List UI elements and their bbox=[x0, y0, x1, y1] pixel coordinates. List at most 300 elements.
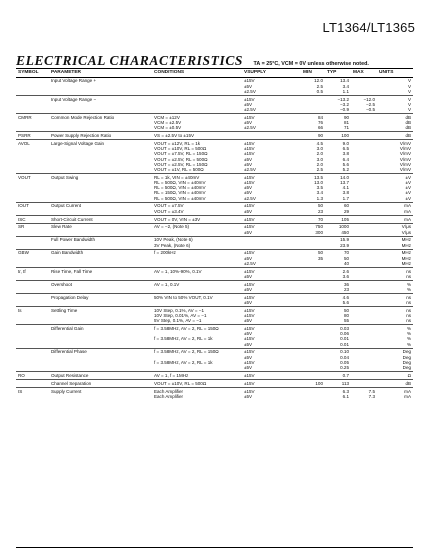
cell-units-line: mA bbox=[404, 216, 411, 222]
cell-typ-line: 13.7 bbox=[340, 180, 349, 185]
cell-min bbox=[301, 280, 325, 293]
cell-conditions-line: 50% VIN to 50% VOUT, 0.1V bbox=[154, 294, 213, 300]
cell-conditions-line: AV = 1, 10%-90%, 0.1V bbox=[154, 268, 202, 274]
cell-units-line: mA bbox=[404, 208, 411, 214]
cell-conditions-line: 3V Peak, (Note 6) bbox=[154, 242, 191, 248]
cell-units-line: dB bbox=[405, 120, 411, 126]
cell-vsupply bbox=[242, 379, 301, 387]
cell-max bbox=[351, 267, 377, 280]
cell-typ-line: 3.6 bbox=[342, 273, 349, 279]
cell-typ-line: 0.06 bbox=[340, 331, 349, 337]
cell-units-line: Ω bbox=[407, 372, 411, 378]
cell-vsupply bbox=[242, 280, 301, 293]
cell-max-line: −12.0 bbox=[363, 96, 375, 102]
cell-min bbox=[301, 223, 325, 236]
cell-conditions bbox=[152, 140, 242, 174]
cell-symbol: PSRR bbox=[16, 132, 49, 140]
cell-typ-line: 50 bbox=[343, 255, 349, 261]
cell-conditions-line: VOUT = 0V, VIN = ±3V bbox=[154, 216, 201, 222]
cell-conditions bbox=[152, 114, 242, 132]
table-body bbox=[16, 77, 413, 400]
cell-typ-line: 71 bbox=[343, 125, 349, 131]
cell-conditions-line: 10V Step, 0.1%, AV = −1 bbox=[154, 307, 204, 313]
cell-conditions-line: VOUT = ±3.4V bbox=[154, 208, 184, 214]
table-row bbox=[16, 132, 413, 140]
cell-conditions-line: f = 3.58MHz, AV = 2, RL = 1k bbox=[154, 336, 213, 342]
cell-max bbox=[351, 372, 377, 380]
cell-parameter: Gain Bandwidth bbox=[49, 249, 152, 267]
cell-typ bbox=[325, 215, 351, 223]
cell-symbol: SR bbox=[16, 223, 49, 236]
cell-typ bbox=[325, 387, 351, 400]
cell-conditions-line: f = 3.58MHz, AV = 2, RL = 150Ω bbox=[154, 349, 219, 355]
cell-vsupply-line: ±15V bbox=[244, 312, 255, 318]
cell-min bbox=[301, 325, 325, 348]
cell-symbol bbox=[16, 379, 49, 387]
cell-vsupply-line: ±5V bbox=[244, 286, 253, 292]
cell-vsupply-line: ±15V bbox=[244, 281, 255, 287]
cell-vsupply-line: ±15V bbox=[244, 114, 255, 120]
cell-parameter: Input Voltage Range − bbox=[49, 95, 152, 113]
cell-vsupply-line: ±5V bbox=[244, 331, 253, 337]
cell-conditions-line: VOUT = ±7.5V bbox=[154, 203, 184, 209]
cell-typ-line: 6.5 bbox=[342, 146, 349, 152]
cell-vsupply-line: ±2.5V bbox=[244, 260, 256, 266]
cell-conditions bbox=[152, 236, 242, 249]
cell-parameter: Differential Gain bbox=[49, 325, 152, 348]
cell-units bbox=[377, 173, 413, 202]
cell-min-line: 2.0 bbox=[316, 151, 323, 157]
cell-min-line: 3.4 bbox=[316, 190, 323, 196]
cell-conditions bbox=[152, 387, 242, 400]
cell-min-line: 2.5 bbox=[316, 83, 323, 89]
cell-conditions-line: f = 200kHz bbox=[154, 250, 176, 256]
cell-conditions-line: VOUT = ±7.5V, RL = 150Ω bbox=[154, 151, 208, 157]
cell-vsupply bbox=[242, 202, 301, 215]
table-row bbox=[16, 95, 413, 113]
table-row bbox=[16, 325, 413, 348]
table-row bbox=[16, 140, 413, 174]
cell-vsupply-line: ±15V bbox=[244, 140, 255, 146]
cell-vsupply-line: ±5V bbox=[244, 365, 253, 371]
cell-typ bbox=[325, 95, 351, 113]
cell-conditions-line: VOUT = ±2.5V, RL = 500Ω bbox=[154, 156, 208, 162]
cell-typ-line: 5.6 bbox=[342, 161, 349, 167]
cell-vsupply-line: ±5V bbox=[244, 161, 253, 167]
cell-vsupply bbox=[242, 132, 301, 140]
cell-units-line: dB bbox=[405, 125, 411, 131]
cell-typ-line: 70 bbox=[343, 250, 349, 256]
table-row bbox=[16, 236, 413, 249]
cell-parameter: Differential Phase bbox=[49, 348, 152, 371]
cell-max bbox=[351, 387, 377, 400]
cell-conditions bbox=[152, 293, 242, 306]
cell-min bbox=[301, 95, 325, 113]
cell-typ-line: 450 bbox=[341, 229, 349, 235]
cell-min-line: 3.5 bbox=[316, 185, 323, 191]
cell-vsupply-line: ±2.5V bbox=[244, 88, 256, 94]
cell-min-line: 2.0 bbox=[316, 161, 323, 167]
cell-min-line: 66 bbox=[317, 125, 323, 131]
cell-min-line: 13.0 bbox=[314, 180, 323, 185]
cell-vsupply-line: ±15V bbox=[244, 146, 255, 152]
bottom-rule bbox=[16, 547, 413, 548]
cell-symbol bbox=[16, 348, 49, 371]
cell-typ-line: 1.1 bbox=[342, 88, 349, 94]
cell-min bbox=[301, 236, 325, 249]
cell-units-line: MHz bbox=[401, 250, 411, 256]
cell-units-line: V/mV bbox=[399, 146, 411, 152]
cell-typ bbox=[325, 293, 351, 306]
cell-conditions-line: RL = 500Ω, VIN = ±40mV bbox=[154, 195, 206, 201]
cell-typ-line: 50 bbox=[343, 307, 349, 313]
cell-max bbox=[351, 223, 377, 236]
cell-min-line: 84 bbox=[317, 114, 323, 120]
cell-units-line: ns bbox=[406, 312, 411, 318]
cell-units-line: Deg bbox=[402, 354, 411, 360]
cell-min-line: 35 bbox=[317, 255, 323, 261]
cell-parameter: Large-Signal Voltage Gain bbox=[49, 140, 152, 174]
cell-vsupply-line: ±15V bbox=[244, 388, 255, 394]
cell-vsupply bbox=[242, 236, 301, 249]
cell-typ-line: 90 bbox=[343, 114, 349, 120]
cell-units bbox=[377, 387, 413, 400]
cell-units-line: V bbox=[407, 96, 411, 102]
cell-max bbox=[351, 95, 377, 113]
cell-conditions-line: VOUT = ±10V, RL = 500Ω bbox=[154, 380, 207, 386]
cell-min-line: 76 bbox=[317, 120, 323, 126]
cell-min-line: 100 bbox=[315, 380, 323, 386]
cell-vsupply-line: ±15V bbox=[244, 359, 255, 365]
cell-min bbox=[301, 387, 325, 400]
cell-conditions bbox=[152, 249, 242, 267]
cell-typ bbox=[325, 173, 351, 202]
cell-typ-line: 81 bbox=[343, 120, 349, 126]
cell-vsupply-line: ±15V bbox=[244, 294, 255, 300]
cell-conditions bbox=[152, 267, 242, 280]
cell-typ-line: 113 bbox=[341, 380, 349, 386]
cell-typ-line: 6.1 bbox=[342, 393, 349, 399]
cell-units-line: ±V bbox=[405, 195, 411, 201]
cell-parameter: Propagation Delay bbox=[49, 293, 152, 306]
cell-max-line: 7.5 bbox=[368, 388, 375, 394]
cell-max-line: −2.5 bbox=[366, 101, 375, 107]
cell-units-line: % bbox=[406, 331, 411, 337]
table-row bbox=[16, 77, 413, 95]
cell-typ-line: 36 bbox=[343, 281, 349, 287]
cell-units-line: ns bbox=[406, 318, 411, 324]
cell-min bbox=[301, 77, 325, 95]
cell-conditions-line: RL = 150Ω, VIN = ±40mV bbox=[154, 190, 206, 196]
cell-symbol bbox=[16, 236, 49, 249]
cell-units-line: ns bbox=[406, 268, 411, 274]
cell-units bbox=[377, 132, 413, 140]
cell-units-line: ns bbox=[406, 307, 411, 313]
cell-min-line: 750 bbox=[315, 224, 323, 230]
cell-typ-line: 5.2 bbox=[342, 166, 349, 172]
cell-typ-line: 3.8 bbox=[342, 190, 349, 196]
cell-typ-line: 4.6 bbox=[342, 294, 349, 300]
cell-typ-line: 3.8 bbox=[342, 151, 349, 157]
cell-units bbox=[377, 77, 413, 95]
table-row bbox=[16, 114, 413, 132]
cell-conditions-line: 10V Step, 0.01%, AV = −1 bbox=[154, 312, 207, 318]
cell-typ bbox=[325, 223, 351, 236]
cell-conditions bbox=[152, 77, 242, 95]
cell-vsupply bbox=[242, 223, 301, 236]
cell-units-line: Deg bbox=[402, 365, 411, 371]
cell-symbol: ISC bbox=[16, 215, 49, 223]
cell-conditions-line: AV = 1, f = 1MHz bbox=[154, 372, 189, 378]
cell-units-line: V bbox=[407, 88, 411, 94]
electrical-characteristics-table bbox=[16, 68, 413, 400]
cell-units bbox=[377, 95, 413, 113]
cell-conditions-line: Each Amplifier bbox=[154, 388, 184, 394]
cell-typ-line: 40 bbox=[343, 260, 349, 266]
cell-vsupply-line: ±5V bbox=[244, 273, 253, 279]
cell-typ-line: 0.25 bbox=[340, 365, 349, 371]
table-row bbox=[16, 202, 413, 215]
cell-conditions-line: RL = 500Ω, VIN = ±40mV bbox=[154, 185, 206, 191]
cell-vsupply-line: ±5V bbox=[244, 299, 253, 305]
cell-units-line: V bbox=[407, 78, 411, 84]
cell-typ-line: 6.3 bbox=[342, 388, 349, 394]
cell-typ-line: 13.4 bbox=[340, 78, 349, 84]
table-row bbox=[16, 267, 413, 280]
cell-vsupply bbox=[242, 249, 301, 267]
cell-vsupply-line: ±2.5V bbox=[244, 107, 256, 112]
cell-conditions-line: AV = −2, (Note 5) bbox=[154, 224, 190, 230]
cell-vsupply bbox=[242, 173, 301, 202]
cell-vsupply-line: ±2.5V bbox=[244, 166, 256, 172]
cell-conditions-line: VOUT = ±12V, RL = 1k bbox=[154, 140, 201, 146]
cell-units-line: V/μs bbox=[401, 224, 411, 230]
cell-units-line: ns bbox=[406, 273, 411, 279]
cell-typ bbox=[325, 236, 351, 249]
cell-conditions-line bbox=[154, 365, 240, 370]
cell-units-line: MHz bbox=[401, 237, 411, 243]
cell-typ-line: 60 bbox=[343, 203, 349, 209]
cell-symbol: AVOL bbox=[16, 140, 49, 174]
table-row bbox=[16, 379, 413, 387]
cell-vsupply bbox=[242, 372, 301, 380]
cell-symbol: VOUT bbox=[16, 173, 49, 202]
cell-parameter: Slew Rate bbox=[49, 223, 152, 236]
cell-typ bbox=[325, 132, 351, 140]
cell-min-line: 300 bbox=[315, 229, 323, 235]
cell-min-line: 90 bbox=[317, 133, 323, 139]
cell-vsupply-line: ±5V bbox=[244, 156, 253, 162]
cell-units bbox=[377, 223, 413, 236]
cell-units bbox=[377, 249, 413, 267]
cell-typ-line: 0.03 bbox=[340, 325, 349, 331]
cell-units-line: V bbox=[407, 107, 411, 112]
cell-units bbox=[377, 379, 413, 387]
cell-vsupply-line: ±15V bbox=[244, 250, 255, 256]
cell-typ-line: −0.9 bbox=[340, 107, 349, 112]
cell-max-line: −0.5 bbox=[366, 107, 375, 112]
cell-units-line: Deg bbox=[402, 349, 411, 355]
cell-units-line: V bbox=[407, 101, 411, 107]
cell-conditions-line bbox=[154, 342, 240, 347]
cell-typ-line: 55 bbox=[343, 318, 349, 324]
cell-vsupply bbox=[242, 95, 301, 113]
cell-max bbox=[351, 114, 377, 132]
cell-vsupply-line: ±5V bbox=[244, 208, 253, 214]
cell-min-line: 4.5 bbox=[316, 140, 323, 146]
cell-typ bbox=[325, 114, 351, 132]
cell-typ-line: 1.7 bbox=[342, 195, 349, 201]
cell-units bbox=[377, 280, 413, 293]
cell-vsupply-line: ±2.5V bbox=[244, 125, 256, 131]
cell-conditions bbox=[152, 223, 242, 236]
cell-max bbox=[351, 280, 377, 293]
cell-parameter: Common Mode Rejection Ratio bbox=[49, 114, 152, 132]
cell-min bbox=[301, 306, 325, 324]
cell-vsupply-line: ±5V bbox=[244, 341, 253, 347]
cell-units-line: % bbox=[406, 341, 411, 347]
cell-min bbox=[301, 348, 325, 371]
cell-typ bbox=[325, 249, 351, 267]
cell-parameter: Output Current bbox=[49, 202, 152, 215]
cell-parameter: Output Resistance bbox=[49, 372, 152, 380]
cell-symbol: RO bbox=[16, 372, 49, 380]
cell-vsupply-line: ±15V bbox=[244, 268, 255, 274]
cell-vsupply-line: ±5V bbox=[244, 393, 253, 399]
cell-conditions bbox=[152, 132, 242, 140]
cell-typ-line: 9.0 bbox=[342, 140, 349, 146]
table-row bbox=[16, 223, 413, 236]
cell-typ-line: 0.10 bbox=[340, 349, 349, 355]
table-row bbox=[16, 293, 413, 306]
cell-min bbox=[301, 267, 325, 280]
cell-typ-line: 23 bbox=[343, 286, 349, 292]
table-row bbox=[16, 372, 413, 380]
cell-typ bbox=[325, 306, 351, 324]
cell-units-line: V/mV bbox=[399, 166, 411, 172]
cell-conditions bbox=[152, 280, 242, 293]
cell-typ-line: 0.04 bbox=[340, 354, 349, 360]
cell-conditions-line: Each Amplifier bbox=[154, 393, 184, 399]
cell-units-line: V/mV bbox=[399, 140, 411, 146]
cell-typ-line: 29 bbox=[343, 208, 349, 214]
cell-vsupply-line: ±15V bbox=[244, 372, 255, 378]
cell-units-line: % bbox=[406, 281, 411, 287]
cell-typ-line: 0.01 bbox=[340, 341, 349, 347]
cell-vsupply bbox=[242, 306, 301, 324]
cell-vsupply bbox=[242, 114, 301, 132]
cell-conditions bbox=[152, 325, 242, 348]
cell-symbol: IOUT bbox=[16, 202, 49, 215]
cell-conditions-line: f = 3.58MHz, AV = 2, RL = 150Ω bbox=[154, 325, 219, 331]
cell-typ-line: 4.1 bbox=[342, 185, 349, 191]
cell-conditions bbox=[152, 379, 242, 387]
cell-conditions bbox=[152, 202, 242, 215]
cell-typ-line: 105 bbox=[341, 216, 349, 222]
cell-units bbox=[377, 293, 413, 306]
col-header-units: UNITS bbox=[377, 69, 413, 78]
cell-conditions-line: VOUT = ±1V, RL = 500Ω bbox=[154, 166, 204, 172]
col-header-parameter: PARAMETER bbox=[49, 69, 152, 78]
cell-min bbox=[301, 249, 325, 267]
cell-units-line: ns bbox=[406, 294, 411, 300]
cell-vsupply-line: ±5V bbox=[244, 229, 253, 235]
part-number: LT1364/LT1365 bbox=[322, 20, 415, 35]
cell-units-line: % bbox=[406, 286, 411, 292]
cell-max bbox=[351, 293, 377, 306]
cell-units-line: ±V bbox=[405, 190, 411, 196]
cell-units bbox=[377, 140, 413, 174]
cell-min-line: 50 bbox=[317, 203, 323, 209]
cell-typ bbox=[325, 77, 351, 95]
cell-symbol: IS bbox=[16, 387, 49, 400]
cell-typ-line: 80 bbox=[343, 312, 349, 318]
cell-units bbox=[377, 114, 413, 132]
cell-typ bbox=[325, 325, 351, 348]
cell-min bbox=[301, 372, 325, 380]
cell-parameter: Channel Separation bbox=[49, 379, 152, 387]
cell-vsupply-line: ±15V bbox=[244, 180, 255, 185]
cell-min-line: 23 bbox=[317, 208, 323, 214]
cell-units bbox=[377, 325, 413, 348]
cell-conditions-line: VOUT = ±10V, RL = 500Ω bbox=[154, 146, 207, 152]
cell-typ bbox=[325, 348, 351, 371]
cell-typ-line: 6.4 bbox=[342, 156, 349, 162]
col-header-max: MAX bbox=[351, 69, 377, 78]
cell-max-line: 7.3 bbox=[368, 393, 375, 399]
cell-conditions-line: AV = 1, 0.1V bbox=[154, 281, 180, 287]
cell-typ bbox=[325, 379, 351, 387]
conditions-note: TA = 25°C, VCM = 0V unless otherwise noted. bbox=[253, 61, 369, 67]
cell-max bbox=[351, 325, 377, 348]
cell-min bbox=[301, 202, 325, 215]
cell-parameter: Power Supply Rejection Ratio bbox=[49, 132, 152, 140]
cell-units-line: V/mV bbox=[399, 151, 411, 157]
cell-vsupply-line: ±15V bbox=[244, 78, 255, 84]
col-header-vsupply: VSUPPLY bbox=[242, 69, 301, 78]
cell-units-line: ±V bbox=[405, 174, 411, 180]
table-row bbox=[16, 173, 413, 202]
cell-units-line: mA bbox=[404, 393, 411, 399]
cell-vsupply bbox=[242, 267, 301, 280]
col-header-typ: TYP bbox=[325, 69, 351, 78]
cell-typ-line: 23.9 bbox=[340, 242, 349, 248]
cell-conditions-line: VOUT = ±2.5V, RL = 150Ω bbox=[154, 161, 208, 167]
cell-symbol: ts bbox=[16, 306, 49, 324]
cell-typ-line: 1000 bbox=[338, 224, 349, 230]
cell-units-line: mA bbox=[404, 388, 411, 394]
cell-units-line: % bbox=[406, 336, 411, 342]
cell-conditions-line: RL = 1k, VIN = ±40mV bbox=[154, 174, 200, 180]
cell-parameter: Output Swing bbox=[49, 173, 152, 202]
cell-conditions-line: VCM = ±0.5V bbox=[154, 125, 182, 131]
cell-vsupply-line: ±5V bbox=[244, 255, 253, 261]
cell-parameter: Input Voltage Range + bbox=[49, 77, 152, 95]
cell-conditions bbox=[152, 306, 242, 324]
cell-vsupply-line: ±15V bbox=[244, 307, 255, 313]
cell-conditions-line: 10V Peak, (Note 6) bbox=[154, 237, 193, 243]
cell-units-line: MHz bbox=[401, 260, 411, 266]
cell-max bbox=[351, 215, 377, 223]
cell-vsupply bbox=[242, 140, 301, 174]
cell-vsupply-line: ±5V bbox=[244, 318, 253, 324]
section-title: ELECTRICAL CHARACTERISTICS bbox=[16, 53, 244, 68]
cell-units-line: dB bbox=[405, 114, 411, 120]
cell-parameter: Overshoot bbox=[49, 280, 152, 293]
cell-units bbox=[377, 215, 413, 223]
cell-vsupply-line: ±15V bbox=[244, 224, 255, 230]
cell-units-line: dB bbox=[405, 133, 411, 139]
